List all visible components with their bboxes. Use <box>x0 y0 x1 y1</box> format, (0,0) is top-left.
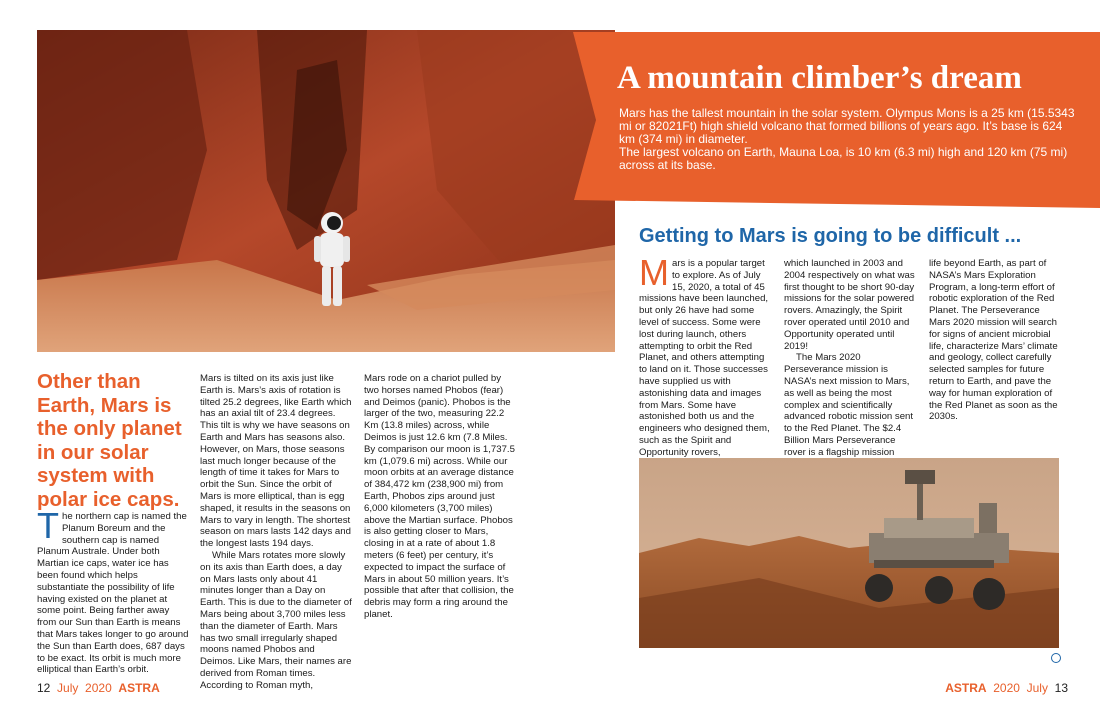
footer-year: 2020 <box>993 681 1020 695</box>
banner-paragraph: Mars has the tallest mountain in the solar system. Olympus Mons is a 25 km (15.5343 mi or 82021Ft) high shield volcano that formed billions of years ago. It’s base is 624 km (374 mi) in diameter. <box>619 106 1075 146</box>
section-subheading: Getting to Mars is going to be difficult ... <box>639 225 1022 247</box>
pull-quote: Other than Earth, Mars is the only planet in our solar system with polar ice caps. <box>37 370 182 511</box>
page-number: 12 <box>37 681 51 695</box>
article-text: The Mars 2020 Perseverance mission is NASA’s next mission to Mars, as well as being the most complex and scientifically advanced robotic mission sent to the Red Planet. The $2.4 Billion Mars Perseverance rover is a flagship mission <box>784 352 914 458</box>
article-text: life beyond Earth, as part of NASA’s Mars Exploration Program, a long-term effort of robotic exploration of the Red Planet. The Perseverance Mars 2020 mission will search for signs of ancient microbial life, characterize Mars’ climate and geology, collect carefully selected samples for future return to Earth, and pave the way for human exploration of the Red Planet as soon as the 2030s. <box>929 258 1058 423</box>
footer-brand: ASTRA <box>945 681 987 695</box>
rover-image <box>639 458 1059 648</box>
left-column-2 <box>200 373 352 692</box>
info-icon <box>1051 653 1061 663</box>
left-column-1 <box>37 505 189 676</box>
drop-cap: M <box>639 252 669 293</box>
article-text: ars is a popular target to explore. As of July 15, 2020, a total of 45 missions have been launched, but only 26 have had some level of success. Some were lost during launch, others attempting to orbit the Red Planet, and others attempting to land on it. Those successes have supplied us with astonishing data and images from Mars. Some have astonished both us and the engineers who designed them, such as the Spirit and Opportunity rovers, <box>639 258 770 458</box>
right-column-1 <box>639 252 771 459</box>
article-text: Mars rode on a chariot pulled by two horses named Phobos (fear) and Deimos (panic). Phobos is the larger of the two, measuring 22.2 Km (13.8 miles) across, while Deimos is just 12.6 km (7.8 Miles. By comparison our moon is 1,737.5 km (1,079.6 mi) across. While our moon orbits at an average distance of 384,472 km (238,900 mi) from Earth, Phobos zips around just 6,000 kilometers (3,700 miles) above the Martian surface. Phobos is also getting closer to Mars, closing in at a rate of about 1.8 meters (6 feet) per century, it’s expected to impact the surface of Mars in about 50 million years. It’s possible that after that collision, the debris may form a ring around the planet. <box>364 373 515 620</box>
left-column-3 <box>364 373 518 621</box>
drop-cap: T <box>37 505 59 546</box>
page-headline: A mountain climber’s dream <box>617 60 1022 96</box>
right-column-3 <box>929 258 1059 423</box>
footer-left <box>37 681 160 695</box>
footer-year: 2020 <box>85 681 112 695</box>
banner-paragraph: The largest volcano on Earth, Mauna Loa, is 10 km (6.3 mi) high and 120 km (75 mi) across at its base. <box>619 145 1068 172</box>
footer-month: July <box>57 681 79 695</box>
footer-brand: ASTRA <box>118 681 160 695</box>
article-text: Mars is tilted on its axis just like Earth is. Mars’s axis of rotation is tilted 25.2 degrees, like Earth which has an axial tilt of 23.4 degrees. This tilt is why we have seasons on Earth and Mars has seasons also. However, on Mars, those seasons last much longer because of the length of time it takes for Mars to orbit the Sun. Since the orbit of Mars is more elliptical, than is egg shaped, it results in the seasons on Mars to vary in length. The shortest season on mars lasts 142 days and the longest lasts 194 days. <box>200 373 352 550</box>
banner-intro-text <box>619 107 1079 172</box>
footer-right <box>945 681 1068 695</box>
article-text: which launched in 2003 and 2004 respectively on what was first thought to be short 90-day missions for the solar powered rovers. Amazingly, the Spirit rover operated until 2010 and Opportunity operated until 2019! <box>784 258 915 352</box>
article-text: he northern cap is named the Planum Boreum and the southern cap is named Planum Australe. Under both Martian ice caps, water ice has been found which helps substantiate the possibility of life having existed on the planet at some point. Being farther away from our Sun than Earth is means that Mars takes longer to go around the Sun than Earth does, 687 days to be exact. Its orbit is much more elliptical than Earth’s orbit. <box>37 511 189 676</box>
footer-month: July <box>1026 681 1048 695</box>
page-number: 13 <box>1054 681 1068 695</box>
article-text: While Mars rotates more slowly on its axis than Earth does, a day on Mars lasts only about 41 minutes longer than a Day on Earth. This is due to the diameter of Mars being about 3,700 miles less than the diameter of Earth. Mars has two small irregularly shaped moons named Phobos and Deimos. Like Mars, their names are derived from Roman times. According to Roman myth, <box>200 549 352 691</box>
right-column-2 <box>784 258 916 482</box>
